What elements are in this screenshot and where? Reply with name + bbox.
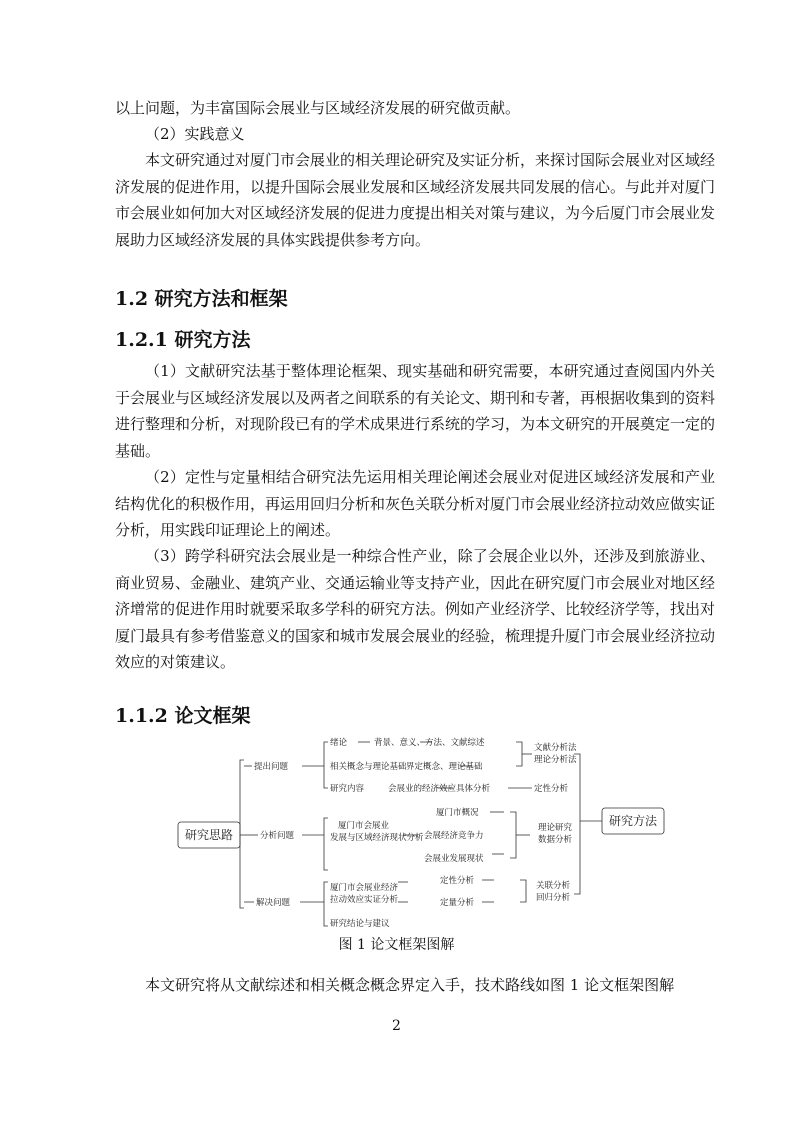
node-status: 厦门市会展业 发展与区域经济现状分析 — [330, 821, 424, 843]
stage-solve: 解决问题 — [256, 898, 291, 908]
node-empirical: 厦门市会展业经济 拉动效应实证分析 — [330, 883, 399, 905]
method-correlation-regression: 关联分析 回归分析 — [536, 881, 571, 903]
paragraph-practical-significance: 本文研究通过对厦门市会展业的相关理论研究及实证分析，来探讨国际会展业对区域经济发展的促进作用，以提升国际会展业发展和区域经济发展共同发展的信心。与此并对厦门市会展业如何加大对区域经济发展的促进力度提出相关对策与建议，为今后厦门市会展业发展助力区域经济发展的具体实践提供参考方向。 — [115, 151, 716, 249]
node-content-detail: 会展业的经济效应具体分析 — [388, 784, 491, 794]
paragraph-literature-method: （1）文献研究法基于整体理论框架、现实基础和研究需要，本研究通过查阅国内外关于会展业与区域经济发展以及两者之间联系的有关论文、期刊和专著，再根据收集到的资料进行整理和分析，对现阶段已有的学术成果进行系统的学习，为本文研究的开展奠定一定的基础。 — [115, 362, 716, 460]
paragraph-interdisciplinary-method: （3）跨学科研究法会展业是一种综合性产业，除了会展企业以外，还涉及到旅游业、商业贸易、金融业、建筑产业、交通运输业等支持产业，因此在研究厦门市会展业对地区经济增常的促进作用时就要采取多学科的研究方法。例如产业经济学、比较经济学等，找出对厦门最具有参考借鉴意义的国家和城市发展会展业的经验，梳理提升厦门市会展业经济拉动效应的对策建议。 — [115, 547, 716, 671]
node-compete: 会展经济竞争力 — [424, 831, 484, 841]
framework-diagram — [170, 730, 670, 930]
node-intro: 绪论 — [330, 738, 348, 748]
node-concepts: 相关概念与理论基础 — [330, 762, 407, 772]
paragraph-qual-quant-method: （2）定性与定量相结合研究法先运用相关理论阐述会展业对促进区域经济发展和产业结构优化的积极作用，再运用回归分析和灰色关联分析对厦门市会展业经济拉动效应做实证分析，用实践印证理论上的阐述。 — [115, 468, 716, 539]
section-heading-1-2-1: 1.2.1 研究方法 — [115, 329, 251, 351]
method-literature: 文献分析法 理论分析法 — [534, 743, 577, 765]
node-concepts-detail: 界定概念、理论基础 — [406, 762, 483, 772]
method-theory-data: 理论研究 数据分析 — [538, 823, 573, 845]
figure-caption: 图 1 论文框架图解 — [338, 937, 455, 953]
section-heading-1-2: 1.2 研究方法和框架 — [115, 288, 288, 310]
node-xiamen: 厦门市概况 — [436, 808, 479, 818]
section-heading-1-1-2: 1.1.2 论文框架 — [115, 705, 251, 727]
node-develop: 会展业发展现状 — [424, 854, 484, 864]
stage-analyze: 分析问题 — [260, 831, 295, 841]
method-qualitative: 定性分析 — [534, 784, 569, 794]
node-content: 研究内容 — [330, 784, 365, 794]
paragraph-framework-intro: 本文研究将从文献综述和相关概念概念界定入手，技术路线如图 1 论文框架图解 — [145, 976, 675, 994]
node-quantitative: 定量分析 — [440, 898, 475, 908]
page-number: 2 — [392, 1018, 401, 1034]
node-qualitative: 定性分析 — [440, 876, 475, 886]
stage-propose: 提出问题 — [254, 762, 289, 772]
method-label: 研究方法 — [608, 814, 658, 828]
paragraph-continued: 以上问题，为丰富国际会展业与区域经济发展的研究做贡献。 — [115, 99, 521, 117]
node-conclusion: 研究结论与建议 — [330, 919, 390, 929]
node-intro-detail: 背景、意义、方法、文献综述 — [374, 738, 485, 748]
root-label: 研究思路 — [184, 828, 234, 842]
paragraph-practical-heading: （2）实践意义 — [145, 125, 245, 143]
